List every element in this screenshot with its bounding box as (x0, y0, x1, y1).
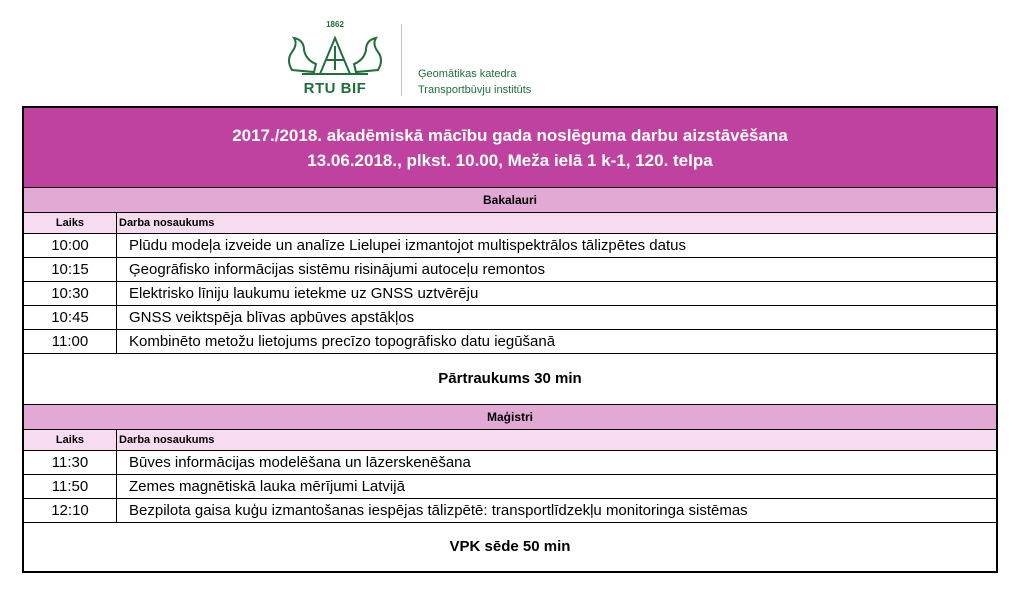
row-time: 11:50 (24, 475, 117, 498)
row-title: Elektrisko līniju laukumu ietekme uz GNSS uztvērēju (129, 285, 479, 302)
table-row (24, 330, 996, 354)
row-time: 10:00 (24, 234, 117, 257)
title-band (24, 108, 996, 188)
table-row (24, 282, 996, 306)
row-time: 10:45 (24, 306, 117, 329)
row-title: Kombinēto metožu lietojums precīzo topogrāfisko datu iegūšanā (129, 333, 556, 350)
meeting-row: VPK sēde 50 min (449, 538, 571, 555)
row-title: Plūdu modeļa izveide un analīze Lielupei izmantojot multispektrālos tālizpētes datus (129, 237, 686, 254)
table-row (24, 234, 996, 258)
row-time: 11:00 (24, 330, 117, 353)
event-title: 2017./2018. akadēmiskā mācību gada noslēguma darbu aizstāvēšana (232, 126, 788, 145)
logo-year: 1862 (326, 20, 344, 29)
column-header-row (24, 430, 996, 451)
row-time: 11:30 (24, 451, 117, 474)
header-divider (401, 24, 402, 96)
department-name: Ģeomātikas katedra (418, 68, 517, 80)
table-row (24, 451, 996, 475)
column-header-time: Laiks (24, 213, 117, 233)
row-title: Būves informācijas modelēšana un lāzerskenēšana (129, 454, 471, 471)
table-row (24, 475, 996, 499)
table-row (24, 306, 996, 330)
break-row: Pārtraukums 30 min (24, 354, 996, 405)
logo-text: RTU BIF (303, 80, 367, 97)
section-heading-masters: Maģistri (24, 405, 996, 430)
row-time: 10:30 (24, 282, 117, 305)
column-header-time: Laiks (24, 430, 117, 450)
row-time: 12:10 (24, 499, 117, 522)
column-header-title: Darba nosaukums (119, 217, 215, 229)
row-title: GNSS veiktspēja blīvas apbūves apstākļos (129, 309, 415, 326)
rtu-logo (280, 20, 400, 100)
schedule-table (22, 106, 998, 573)
event-subtitle: 13.06.2018., plkst. 10.00, Meža ielā 1 k-1, 120. telpa (307, 151, 713, 170)
column-header-title: Darba nosaukums (119, 434, 215, 446)
section-heading-bachelors: Bakalauri (24, 188, 996, 213)
table-row (24, 499, 996, 523)
row-time: 10:15 (24, 258, 117, 281)
crest-icon (282, 30, 388, 78)
department-info (418, 66, 531, 98)
row-title: Ģeogrāfisko informācijas sistēmu risinājumi autoceļu remontos (129, 261, 546, 278)
institute-name: Transportbūvju institūts (418, 84, 532, 96)
row-title: Bezpilota gaisa kuģu izmantošanas iespējas tālizpētē: transportlīdzekļu monitoringa sistēmas (129, 502, 748, 519)
row-title: Zemes magnētiskā lauka mērījumi Latvijā (129, 478, 405, 495)
table-row (24, 258, 996, 282)
column-header-row (24, 213, 996, 234)
